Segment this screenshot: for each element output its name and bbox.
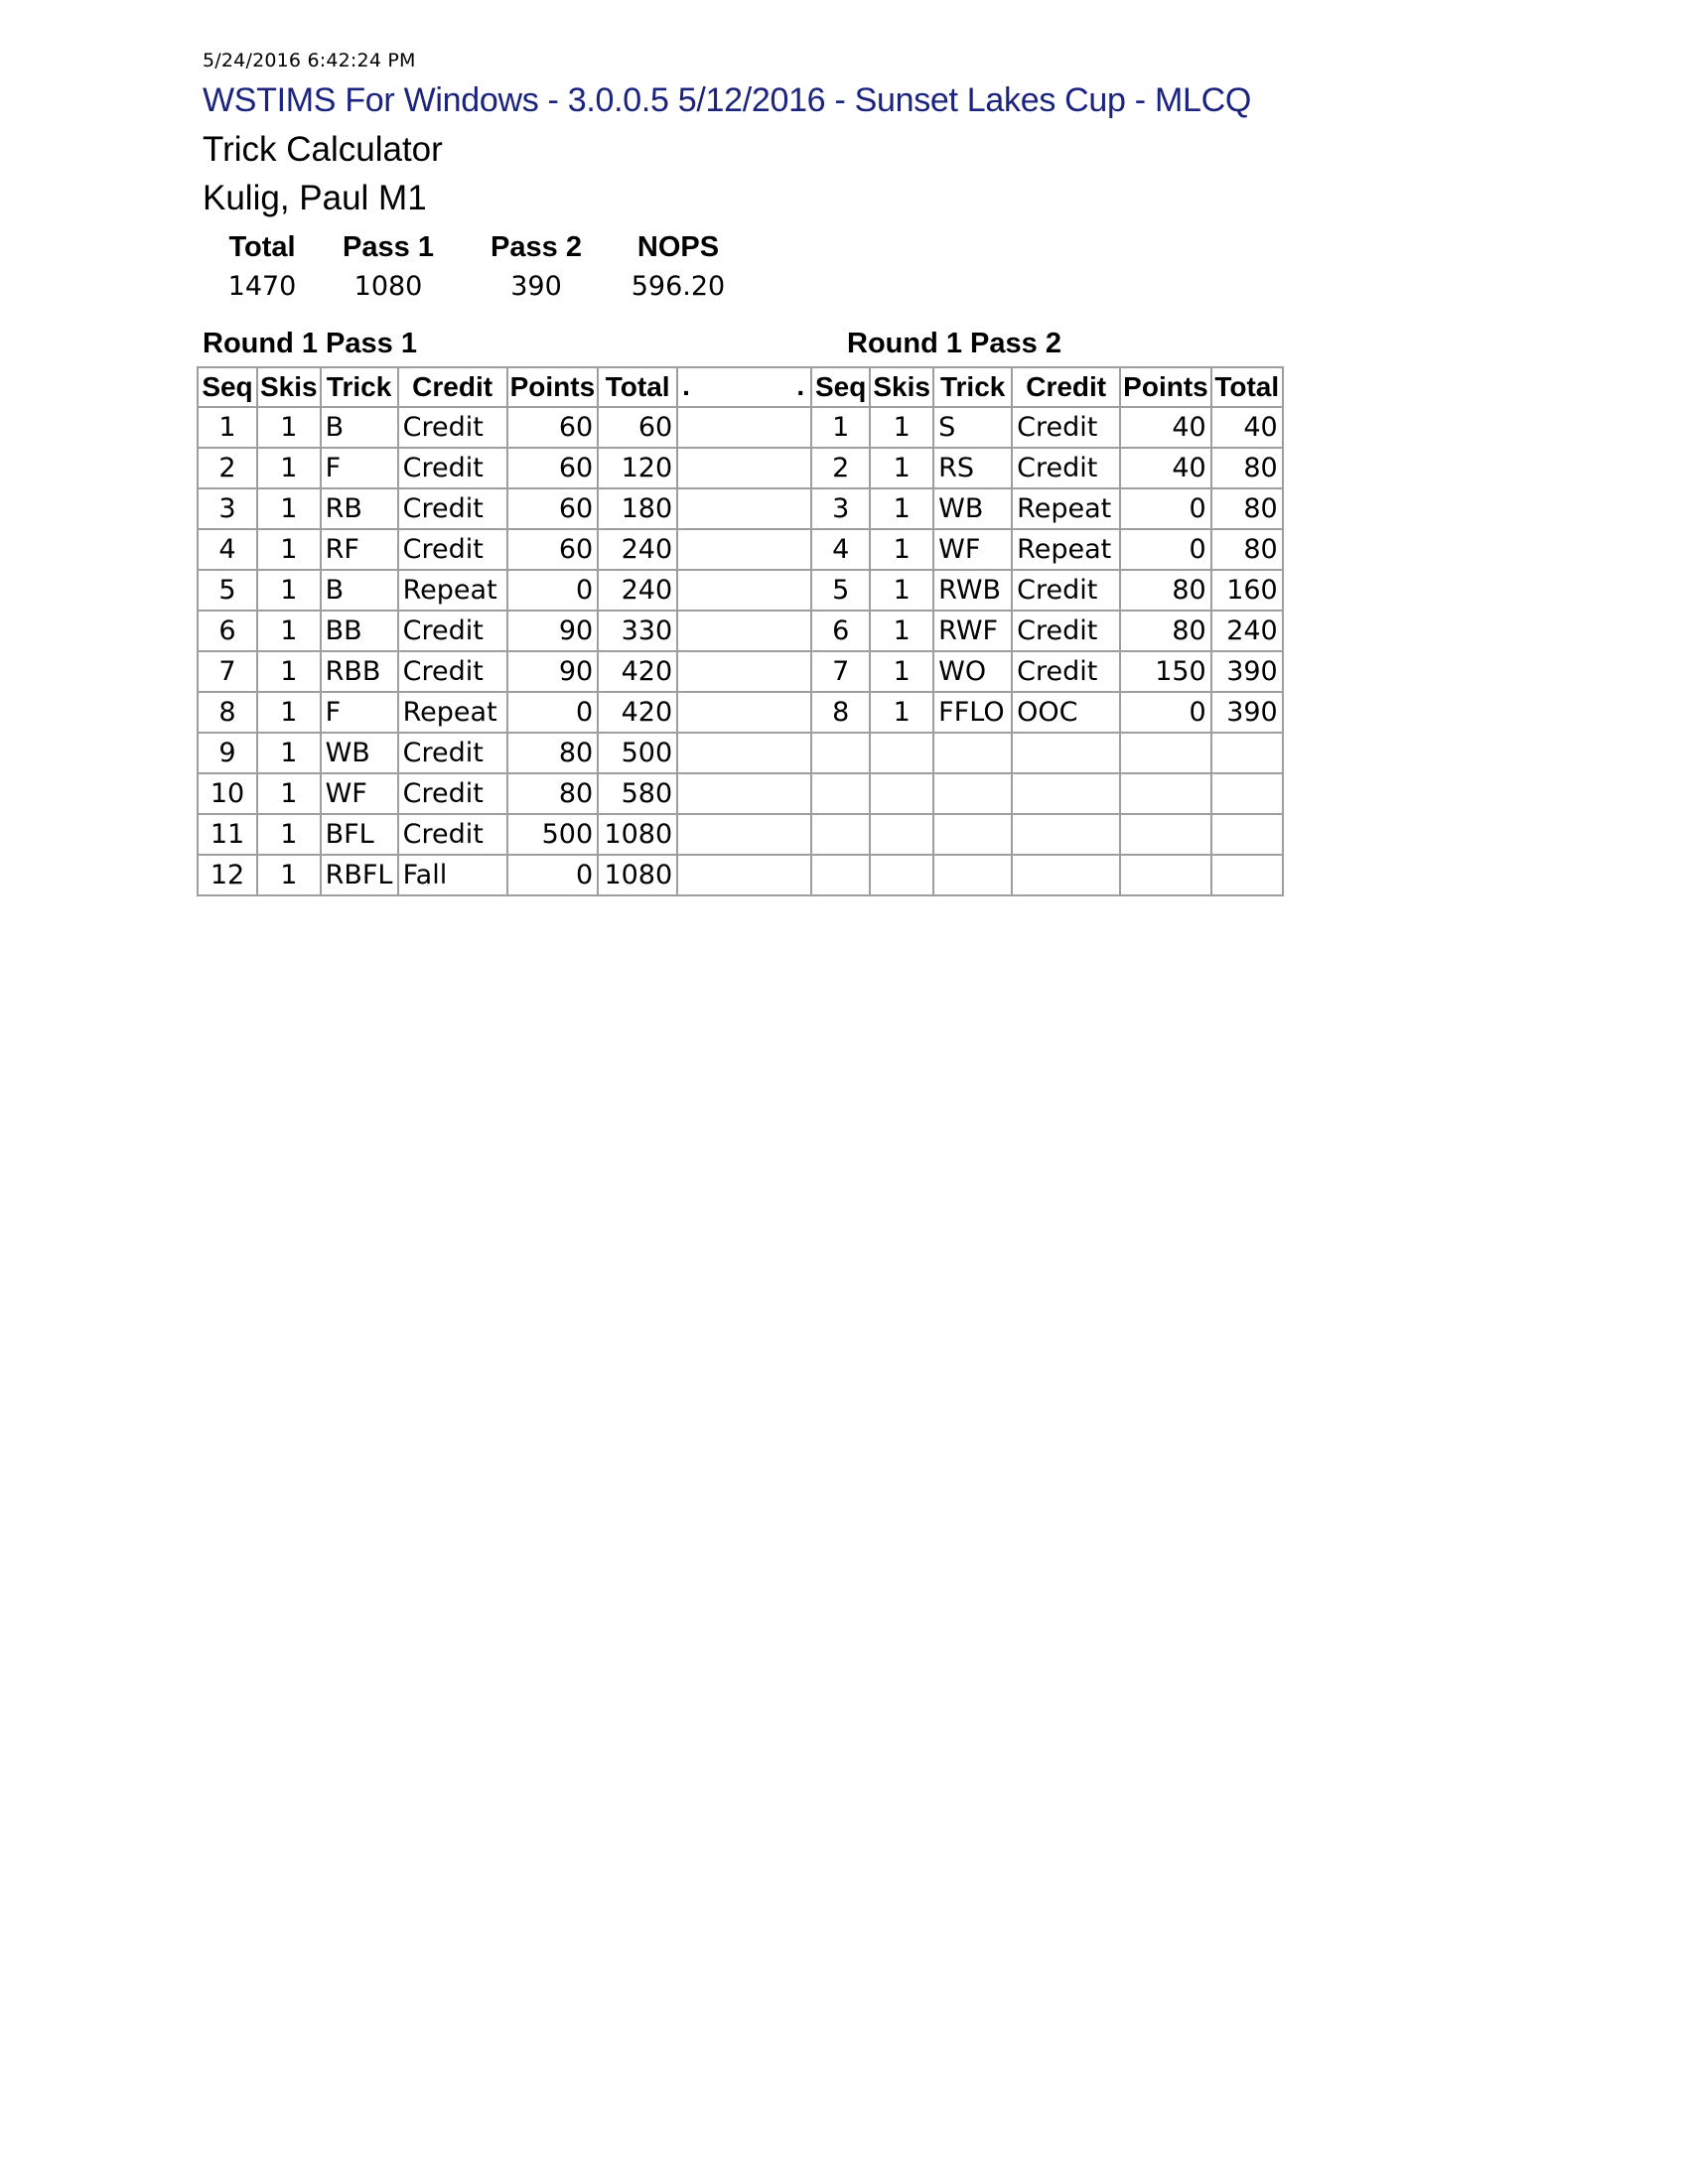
p2-cell-total (1211, 773, 1283, 814)
p1-cell-trick: B (321, 407, 398, 448)
p1-cell-credit: Repeat (398, 570, 507, 611)
p2-col-skis: Skis (870, 367, 933, 407)
summary-pass1-value: 1080 (353, 270, 423, 302)
p1-col-trick: Trick (321, 367, 398, 407)
p1-cell-seq: 7 (198, 651, 257, 692)
summary-header-total: Total (228, 230, 296, 263)
trick-table-header (198, 367, 1283, 407)
p1-cell-credit: Credit (398, 733, 507, 773)
p2-cell-total: 80 (1211, 488, 1283, 529)
p1-cell-seq: 5 (198, 570, 257, 611)
separator-cell (677, 611, 811, 651)
p2-cell-skis: 1 (870, 692, 933, 733)
p2-cell-credit: Credit (1012, 651, 1120, 692)
separator-cell (677, 488, 811, 529)
p1-col-credit: Credit (398, 367, 507, 407)
p1-cell-total: 420 (598, 692, 677, 733)
p1-col-seq: Seq (198, 367, 257, 407)
p2-cell-credit: Repeat (1012, 488, 1120, 529)
p1-cell-total: 420 (598, 651, 677, 692)
p1-cell-trick: BB (321, 611, 398, 651)
p2-cell-trick (933, 733, 1012, 773)
p2-cell-points: 40 (1120, 407, 1211, 448)
p2-col-points: Points (1120, 367, 1211, 407)
p1-cell-total: 60 (598, 407, 677, 448)
table-row (198, 651, 1283, 692)
p1-cell-trick: F (321, 448, 398, 488)
p2-cell-seq (811, 855, 870, 895)
p2-cell-trick: RWB (933, 570, 1012, 611)
table-row (198, 448, 1283, 488)
p2-cell-skis: 1 (870, 448, 933, 488)
p2-cell-trick: FFLO (933, 692, 1012, 733)
p2-col-total: Total (1211, 367, 1283, 407)
p2-cell-seq: 7 (811, 651, 870, 692)
p1-cell-trick: F (321, 692, 398, 733)
separator-cell (677, 448, 811, 488)
p1-cell-points: 0 (507, 570, 599, 611)
score-summary (211, 228, 747, 306)
p2-cell-points: 80 (1120, 611, 1211, 651)
skier-name: Kulig, Paul M1 (203, 179, 427, 217)
summary-header-row (211, 228, 747, 266)
p1-cell-points: 60 (507, 529, 599, 570)
p1-cell-seq: 3 (198, 488, 257, 529)
table-row (198, 773, 1283, 814)
p2-cell-points (1120, 733, 1211, 773)
p2-cell-skis (870, 733, 933, 773)
p1-cell-credit: Credit (398, 773, 507, 814)
p1-cell-trick: RBB (321, 651, 398, 692)
table-row (198, 855, 1283, 895)
p2-col-credit: Credit (1012, 367, 1120, 407)
p2-cell-skis: 1 (870, 651, 933, 692)
p2-cell-credit (1012, 855, 1120, 895)
report-title: Trick Calculator (203, 130, 443, 169)
p2-cell-seq (811, 733, 870, 773)
p1-cell-skis: 1 (257, 651, 321, 692)
summary-header-nops: NOPS (636, 230, 720, 263)
p2-cell-skis: 1 (870, 611, 933, 651)
app-title: WSTIMS For Windows - 3.0.0.5 5/12/2016 - Sunset Lakes Cup - MLCQ (203, 81, 1252, 119)
p2-cell-points: 80 (1120, 570, 1211, 611)
p1-cell-credit: Fall (398, 855, 507, 895)
pass1-label: Round 1 Pass 1 (203, 328, 417, 359)
p2-cell-trick: WB (933, 488, 1012, 529)
table-row (198, 407, 1283, 448)
p2-cell-points: 0 (1120, 488, 1211, 529)
p2-cell-total: 80 (1211, 529, 1283, 570)
p1-cell-total: 1080 (598, 814, 677, 855)
p1-cell-skis: 1 (257, 529, 321, 570)
trick-table (197, 366, 1284, 896)
p2-cell-skis (870, 773, 933, 814)
p1-cell-seq: 8 (198, 692, 257, 733)
p1-cell-skis: 1 (257, 733, 321, 773)
separator-cell (677, 570, 811, 611)
p2-cell-seq: 5 (811, 570, 870, 611)
table-row (198, 692, 1283, 733)
p1-cell-total: 330 (598, 611, 677, 651)
p2-cell-points (1120, 773, 1211, 814)
p1-cell-credit: Credit (398, 529, 507, 570)
p2-cell-credit: Credit (1012, 570, 1120, 611)
separator-cell (677, 651, 811, 692)
trick-table-body (198, 407, 1283, 895)
p2-cell-credit (1012, 773, 1120, 814)
p1-cell-skis: 1 (257, 814, 321, 855)
p1-cell-credit: Repeat (398, 692, 507, 733)
p1-cell-seq: 10 (198, 773, 257, 814)
p1-cell-trick: WB (321, 733, 398, 773)
p1-cell-trick: B (321, 570, 398, 611)
separator-cell (677, 773, 811, 814)
table-row (198, 488, 1283, 529)
p2-cell-seq (811, 773, 870, 814)
p2-cell-skis: 1 (870, 570, 933, 611)
p2-cell-seq: 4 (811, 529, 870, 570)
p1-cell-total: 240 (598, 570, 677, 611)
separator-cell (677, 407, 811, 448)
p2-cell-trick: WF (933, 529, 1012, 570)
separator-cell (677, 529, 811, 570)
p1-col-skis: Skis (257, 367, 321, 407)
p2-cell-credit: Credit (1012, 611, 1120, 651)
p2-cell-total (1211, 733, 1283, 773)
p1-cell-total: 1080 (598, 855, 677, 895)
p1-cell-skis: 1 (257, 611, 321, 651)
separator-cell (677, 733, 811, 773)
p1-cell-seq: 12 (198, 855, 257, 895)
p1-cell-seq: 9 (198, 733, 257, 773)
p1-cell-points: 90 (507, 651, 599, 692)
p1-cell-seq: 1 (198, 407, 257, 448)
p1-cell-points: 0 (507, 692, 599, 733)
p1-cell-total: 500 (598, 733, 677, 773)
p1-cell-trick: BFL (321, 814, 398, 855)
p2-cell-skis: 1 (870, 529, 933, 570)
summary-total-value: 1470 (227, 270, 297, 302)
p2-cell-seq: 3 (811, 488, 870, 529)
table-row (198, 814, 1283, 855)
p2-cell-skis (870, 855, 933, 895)
p1-cell-points: 90 (507, 611, 599, 651)
p2-cell-total: 240 (1211, 611, 1283, 651)
p2-col-trick: Trick (933, 367, 1012, 407)
p2-cell-total (1211, 855, 1283, 895)
p1-cell-skis: 1 (257, 488, 321, 529)
p1-cell-points: 500 (507, 814, 599, 855)
p2-cell-total: 40 (1211, 407, 1283, 448)
p1-cell-skis: 1 (257, 855, 321, 895)
p1-cell-seq: 2 (198, 448, 257, 488)
p2-cell-seq: 2 (811, 448, 870, 488)
p1-cell-credit: Credit (398, 488, 507, 529)
p2-cell-trick: S (933, 407, 1012, 448)
p2-cell-credit: OOC (1012, 692, 1120, 733)
table-row (198, 611, 1283, 651)
p2-cell-total: 80 (1211, 448, 1283, 488)
p1-cell-trick: WF (321, 773, 398, 814)
p2-cell-points: 150 (1120, 651, 1211, 692)
p1-cell-skis: 1 (257, 407, 321, 448)
p1-cell-points: 60 (507, 448, 599, 488)
p2-cell-points: 0 (1120, 529, 1211, 570)
p2-cell-credit: Credit (1012, 448, 1120, 488)
table-row (198, 570, 1283, 611)
separator-cell (677, 814, 811, 855)
p1-cell-trick: RF (321, 529, 398, 570)
pass2-label: Round 1 Pass 2 (847, 328, 1061, 359)
separator-column-header (677, 367, 811, 407)
p2-cell-points (1120, 855, 1211, 895)
print-timestamp: 5/24/2016 6:42:24 PM (203, 50, 416, 71)
p2-cell-skis: 1 (870, 488, 933, 529)
p1-cell-total: 240 (598, 529, 677, 570)
p2-cell-seq: 1 (811, 407, 870, 448)
p2-cell-skis: 1 (870, 407, 933, 448)
p2-cell-total: 160 (1211, 570, 1283, 611)
p2-cell-trick: RWF (933, 611, 1012, 651)
p1-cell-points: 0 (507, 855, 599, 895)
p1-cell-trick: RB (321, 488, 398, 529)
summary-pass2-value: 390 (510, 270, 562, 302)
summary-nops-value: 596.20 (631, 270, 726, 302)
p1-col-total: Total (598, 367, 677, 407)
p1-cell-seq: 4 (198, 529, 257, 570)
table-row (198, 529, 1283, 570)
p2-cell-seq (811, 814, 870, 855)
summary-header-pass2: Pass 2 (491, 230, 582, 263)
p1-cell-total: 120 (598, 448, 677, 488)
p1-cell-trick: RBFL (321, 855, 398, 895)
p2-cell-points: 40 (1120, 448, 1211, 488)
separator-cell (677, 692, 811, 733)
p2-cell-seq: 6 (811, 611, 870, 651)
p1-cell-total: 180 (598, 488, 677, 529)
p1-cell-total: 580 (598, 773, 677, 814)
p2-cell-total (1211, 814, 1283, 855)
summary-header-pass1: Pass 1 (343, 230, 434, 263)
p2-cell-trick (933, 773, 1012, 814)
p2-cell-credit: Repeat (1012, 529, 1120, 570)
p1-cell-credit: Credit (398, 407, 507, 448)
p2-cell-trick: RS (933, 448, 1012, 488)
p1-cell-credit: Credit (398, 814, 507, 855)
p2-cell-trick (933, 814, 1012, 855)
p2-cell-total: 390 (1211, 692, 1283, 733)
p2-cell-seq: 8 (811, 692, 870, 733)
p1-cell-seq: 6 (198, 611, 257, 651)
p1-cell-seq: 11 (198, 814, 257, 855)
p1-cell-credit: Credit (398, 448, 507, 488)
p1-cell-credit: Credit (398, 651, 507, 692)
p1-cell-points: 60 (507, 407, 599, 448)
p1-cell-skis: 1 (257, 692, 321, 733)
p1-cell-points: 80 (507, 773, 599, 814)
p2-cell-credit: Credit (1012, 407, 1120, 448)
separator-right-mark: . (796, 370, 805, 401)
p2-cell-credit (1012, 814, 1120, 855)
p1-cell-skis: 1 (257, 448, 321, 488)
summary-value-row (211, 266, 747, 306)
p2-col-seq: Seq (811, 367, 870, 407)
separator-cell (677, 855, 811, 895)
p1-cell-skis: 1 (257, 773, 321, 814)
p1-cell-skis: 1 (257, 570, 321, 611)
p1-cell-points: 60 (507, 488, 599, 529)
p2-cell-skis (870, 814, 933, 855)
p2-cell-points: 0 (1120, 692, 1211, 733)
table-row (198, 733, 1283, 773)
p2-cell-points (1120, 814, 1211, 855)
p2-cell-total: 390 (1211, 651, 1283, 692)
p2-cell-credit (1012, 733, 1120, 773)
p2-cell-trick (933, 855, 1012, 895)
separator-left-mark: . (682, 370, 690, 401)
p1-cell-credit: Credit (398, 611, 507, 651)
p1-cell-points: 80 (507, 733, 599, 773)
p1-col-points: Points (507, 367, 599, 407)
p2-cell-trick: WO (933, 651, 1012, 692)
